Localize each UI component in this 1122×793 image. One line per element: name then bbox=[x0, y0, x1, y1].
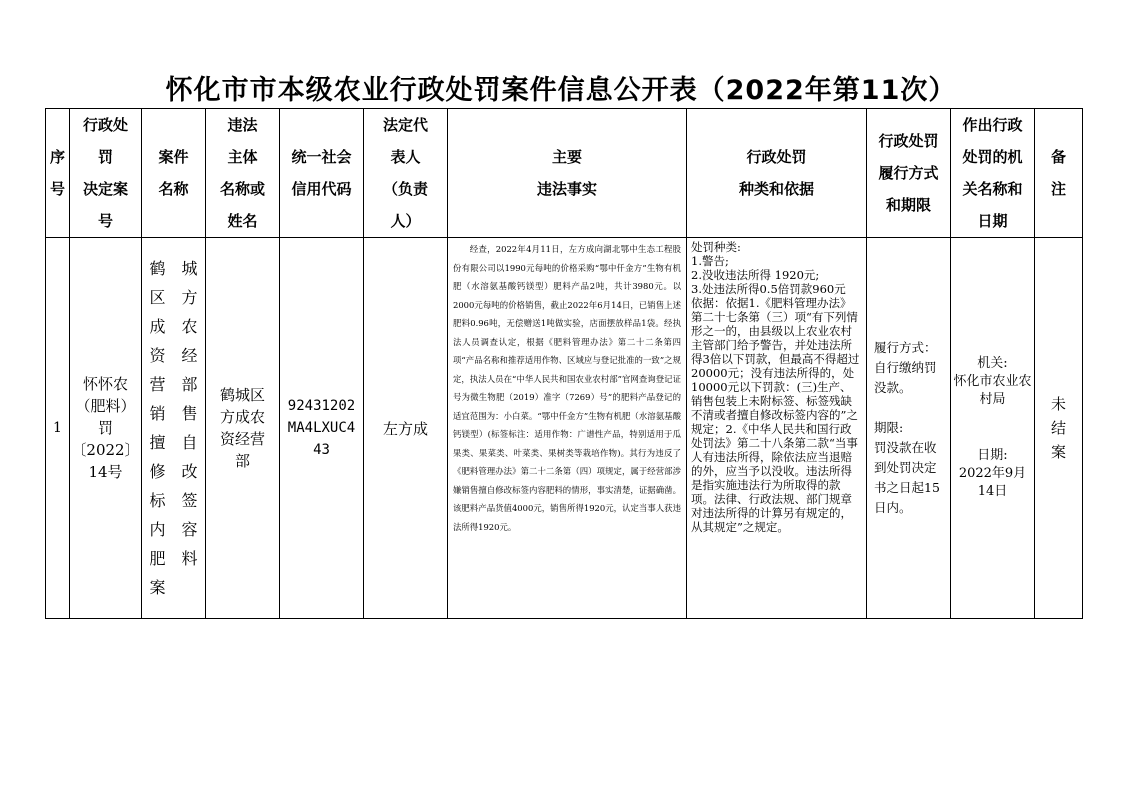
header-penalty: 行政处罚 种类和依据 bbox=[687, 109, 867, 238]
cell-credit-code: 92431202 MA4LXUC4 43 bbox=[280, 238, 364, 619]
cell-legal-rep: 左方成 bbox=[364, 238, 448, 619]
table-header-row bbox=[46, 109, 1083, 238]
cell-performance: 履行方式：自行缴纳罚没款。 期限: 罚没款在收到处罚决定书之日起15日内。 bbox=[867, 238, 951, 619]
case-name-left-column: 鹤 区 成 资 营 销 擅 修 标 内 肥 案 bbox=[149, 259, 166, 597]
header-organ: 作出行政 处罚的机 关名称和 日期 bbox=[951, 109, 1035, 238]
cell-organ: 机关: 怀化市农业农村局 日期: 2022年9月14日 bbox=[951, 238, 1035, 619]
header-case-no: 行政处 罚 决定案 号 bbox=[70, 109, 142, 238]
header-facts: 主要 违法事实 bbox=[448, 109, 687, 238]
header-credit-code: 统一社会 信用代码 bbox=[280, 109, 364, 238]
cell-penalty: 处罚种类: 1.警告; 2.没收违法所得 1920元; 3.处违法所得0.5倍罚款960元 依据：依据1.《肥料管理办法》第二十七条第（三）项“有下列情形之一的，由县级以上农业农村主管部门给予警告，并处违法所得3倍以下罚款，但最高不得超过20000元；没有违法所得的，处10000元以下罚款：(三)生产、销售包装上未附标签、标签残缺不清或者擅自修改标签内容的”之规定；2.《中华人民共和国行政处罚法》第二十八条第二款“当事人有违法所得，除依法应当退赔的外，应当予以没收。违法所得是指实施违法行为所取得的款项。法律、行政法规、部门规章对违法所得的计算另有规定的，从其规定”之规定。 bbox=[687, 238, 867, 619]
table-row bbox=[46, 238, 1083, 619]
header-legal-rep: 法定代 表人 （负责 人） bbox=[364, 109, 448, 238]
header-performance: 行政处罚 履行方式 和期限 bbox=[867, 109, 951, 238]
cell-case-name bbox=[142, 238, 206, 619]
case-info-table bbox=[45, 108, 1083, 619]
case-name-right-column: 城 方 农 经 部 售 自 改 签 容 料 bbox=[181, 259, 198, 568]
cell-note: 未 结 案 bbox=[1035, 238, 1083, 619]
header-party: 违法 主体 名称或 姓名 bbox=[206, 109, 280, 238]
header-serial: 序 号 bbox=[46, 109, 70, 238]
facts-text: 经查，2022年4月11日，左方成向湖北鄂中生态工程股份有限公司以1990元每吨的价格采购“鄂中仟金方”生物有机肥（水溶氨基酸钙镁型）肥料产品2吨，共计3980元。以2000元每吨的价格销售，截止2022年6月14日，已销售上述肥料0.96吨，无偿赠送1吨做实验，店面摆放样品1袋。经执法人员调查认定，根据《肥料管理办法》第二十二条第四项“产品名称和推荐适用作物、区域应与登记批准的一致”之规定，执法人员在“中华人民共和国农业农村部”官网查询登记证号为微生物肥（2019）准字（7269）号”的肥料产品登记的适宜范围为：小白菜。“鄂中仟金方”生物有机肥（水溶氨基酸钙镁型）(标签标注：适用作物：广谱性产品，特别适用于瓜果类、果菜类、叶菜类、果树类等栽培作物)。其行为违反了《肥料管理办法》第二十二条第（四）项规定，属于经营部涉嫌销售擅自修改标签内容肥料的情形，事实清楚，证据确凿。该肥料产品货值4000元，销售所得1920元，认定当事人获违法所得1920元。 bbox=[453, 244, 681, 532]
cell-facts bbox=[448, 238, 687, 619]
cell-case-no: 怀怀农 （肥料） 罚 〔2022〕 14号 bbox=[70, 238, 142, 619]
header-note: 备 注 bbox=[1035, 109, 1083, 238]
cell-serial: 1 bbox=[46, 238, 70, 619]
cell-party: 鹤城区 方成农 资经营 部 bbox=[206, 238, 280, 619]
page-title: 怀化市市本级农业行政处罚案件信息公开表（2022年第11次） bbox=[165, 75, 957, 106]
header-case-name: 案件 名称 bbox=[142, 109, 206, 238]
